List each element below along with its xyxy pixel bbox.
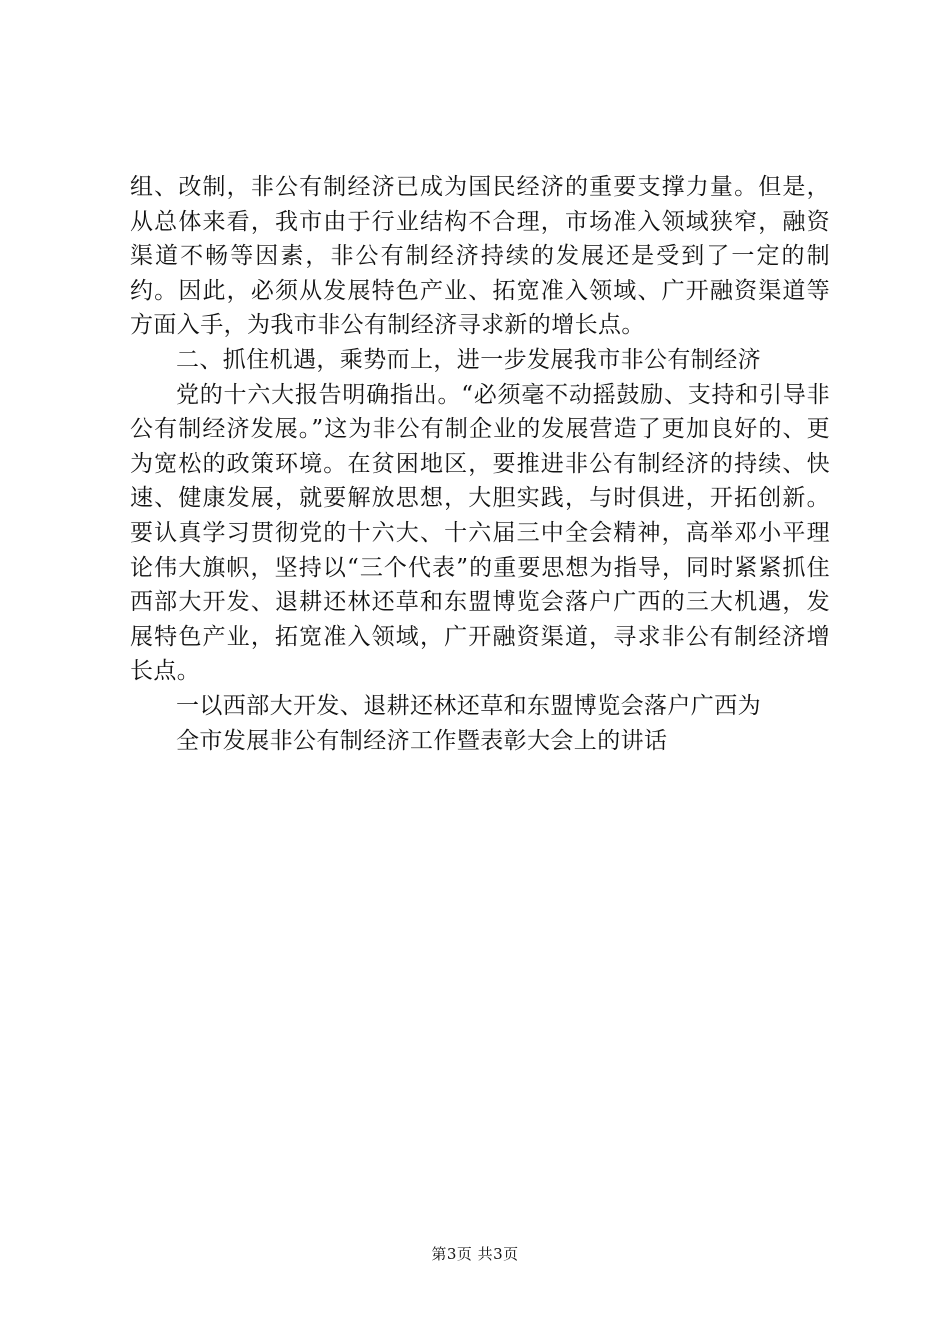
subtitle-line-2: 全市发展非公有制经济工作暨表彰大会上的讲话	[176, 727, 668, 754]
page-number-footer: 第3页 共3页	[431, 1245, 519, 1263]
document-body	[130, 170, 830, 758]
paragraph-continuation: 组、改制，非公有制经济已成为国民经济的重要支撑力量。但是，从总体来看，我市由于行业结构不合理，市场准入领域狭窄，融资渠道不畅等因素，非公有制经济持续的发展还是受到了一定的制约。因此，必须从发展特色产业、拓宽准入领域、广开融资渠道等方面入手，为我市非公有制经济寻求新的增长点。	[130, 174, 830, 339]
subtitle-line-1: 一以西部大开发、退耕还林还草和东盟博览会落户广西为	[176, 692, 761, 719]
section-heading: 二、抓住机遇，乘势而上，进一步发展我市非公有制经济	[176, 346, 761, 373]
paragraph-party-report: 党的十六大报告明确指出。“必须毫不动摇鼓励、支持和引导非公有制经济发展。”这为非公有制企业的发展营造了更加良好的、更为宽松的政策环境。在贫困地区，要推进非公有制经济的持续、快速、健康发展，就要解放思想，大胆实践，与时俱进，开拓创新。要认真学习贯彻党的十六大、十六届三中全会精神，高举邓小平理论伟大旗帜，坚持以“三个代表”的重要思想为指导，同时紧紧抓住西部大开发、退耕还林还草和东盟博览会落户广西的三大机遇，发展特色产业，拓宽准入领域，广开融资渠道，寻求非公有制经济增长点。	[130, 381, 830, 685]
